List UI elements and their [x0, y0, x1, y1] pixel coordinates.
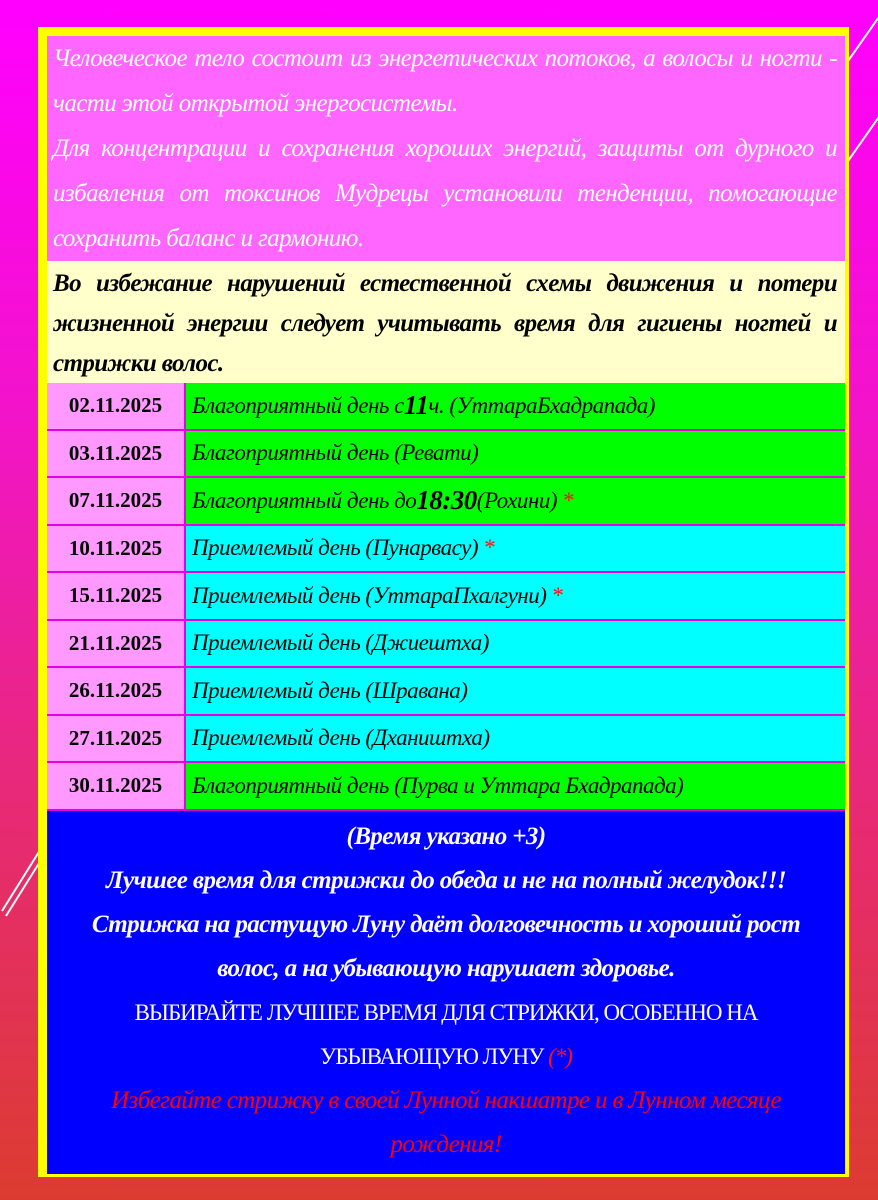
description-cell: [186, 573, 845, 619]
date-cell: 21.11.2025: [47, 621, 186, 667]
description-text: Благоприятный день до: [192, 487, 417, 513]
date-cell: 07.11.2025: [47, 478, 186, 524]
timezone-note: (Время указано +3): [346, 823, 546, 850]
table-row: [47, 763, 845, 811]
table-row: [47, 526, 845, 574]
description-text: Приемлемый день (Джиештха): [192, 630, 489, 656]
asterisk-mark: *: [561, 487, 573, 513]
date-cell: 15.11.2025: [47, 573, 186, 619]
hygiene-note: Во избежание нарушений естественной схемы движения и потери жизненной энергии следует учитывать время для гигиены ногтей и стрижки волос.: [47, 261, 845, 383]
table-row: [47, 621, 845, 669]
description-cell: [186, 621, 845, 667]
decor-line: [847, 29, 878, 161]
asterisk-mark: *: [551, 582, 563, 608]
date-cell: 26.11.2025: [47, 668, 186, 714]
description-cell: [186, 526, 845, 572]
description-text: Благоприятный день с: [192, 392, 404, 418]
moon-note: Стрижка на растущую Луну даёт долговечность и хороший рост волос, а на убывающую нарушает здоровье.: [91, 911, 801, 982]
description-text: Приемлемый день (Пунарвасу): [192, 535, 479, 561]
date-cell: 30.11.2025: [47, 763, 186, 809]
intro-paragraph-2: Для концентрации и сохранения хороших энергий, защиты от дурного и избавления от токсинов Мудрецы установили тенденции, помогающие сохранить баланс и гармонию.: [53, 135, 837, 252]
dates-table: [47, 383, 845, 811]
description-cell: [186, 668, 845, 714]
description-text: Приемлемый день (Дхаништха): [192, 725, 490, 751]
description-cell: [186, 383, 845, 429]
description-suffix: ч. (УттараБхадрапада): [428, 392, 655, 418]
caps-text: ВЫБИРАЙТЕ ЛУЧШЕЕ ВРЕМЯ ДЛЯ СТРИЖКИ, ОСОБЕННО НА УБЫВАЮЩУЮ ЛУНУ: [134, 1000, 758, 1069]
warning-note: Избегайте стрижку в своей Лунной накшатре и в Лунном месяце рождения!: [111, 1087, 781, 1158]
description-suffix: (Рохини): [476, 487, 557, 513]
table-row: [47, 668, 845, 716]
table-row: [47, 716, 845, 764]
date-cell: 03.11.2025: [47, 431, 186, 477]
intro-text: [47, 36, 845, 261]
description-cell: [186, 716, 845, 762]
best-time-note: Лучшее время для стрижки до обеда и не на полный желудок!!!: [105, 867, 787, 894]
time-text: 11: [403, 390, 429, 421]
time-text: 18:30: [416, 485, 477, 516]
description-text: Благоприятный день (Пурва и Уттара Бхадрапада): [192, 772, 684, 798]
poster-frame: [38, 27, 849, 1177]
description-text: Благоприятный день (Ревати): [192, 440, 479, 466]
decor-line: [847, 3, 878, 61]
date-cell: 02.11.2025: [47, 383, 186, 429]
date-cell: 27.11.2025: [47, 716, 186, 762]
caps-note: [47, 991, 845, 1079]
table-row: [47, 478, 845, 526]
description-cell: [186, 763, 845, 809]
description-cell: [186, 431, 845, 477]
description-text: Приемлемый день (УттараПхалгуни): [192, 582, 547, 608]
asterisk-mark: *: [483, 535, 495, 561]
description-cell: [186, 478, 845, 524]
table-row: [47, 431, 845, 479]
description-text: Приемлемый день (Шравана): [192, 677, 468, 703]
table-row: [47, 383, 845, 431]
table-row: [47, 573, 845, 621]
footer-block: [47, 811, 845, 1174]
date-cell: 10.11.2025: [47, 526, 186, 572]
caps-mark: (*): [548, 1044, 572, 1069]
intro-paragraph-1: Человеческое тело состоит из энергетических потоков, а волосы и ногти - части этой открытой энергосистемы.: [53, 45, 837, 117]
